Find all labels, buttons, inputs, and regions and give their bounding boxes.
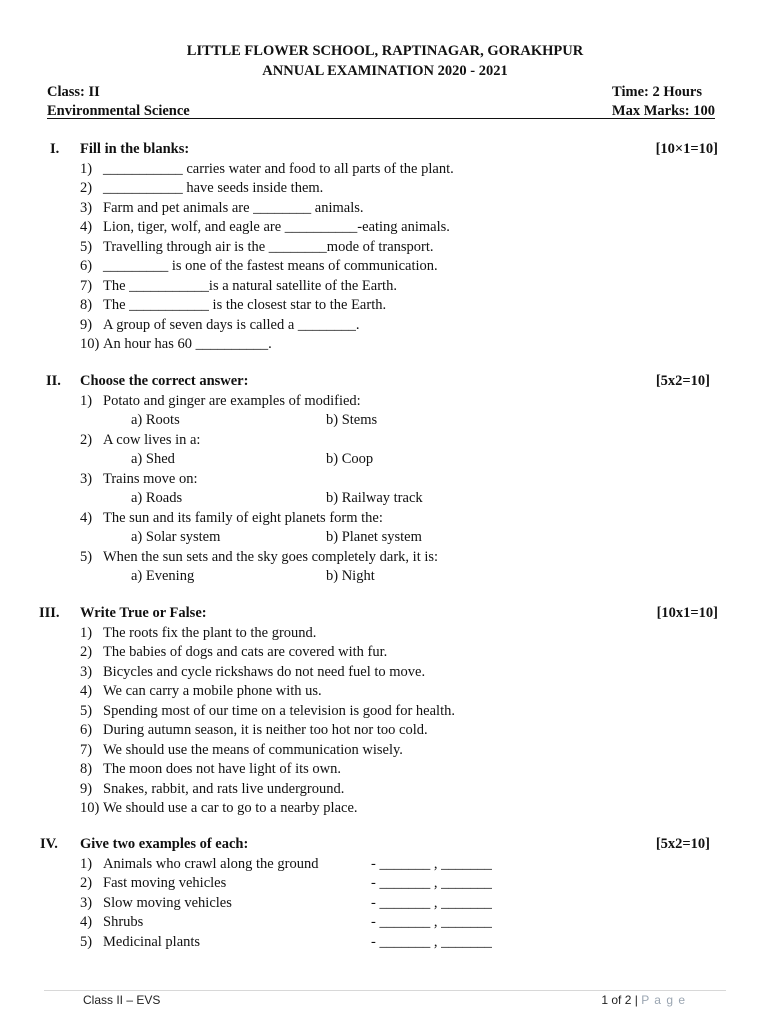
answer-blank: - _______ , _______ (371, 894, 492, 911)
option-b: b) Planet system (326, 529, 422, 545)
item-text: The ___________is a natural satellite of the Earth. (103, 277, 397, 294)
item-number: 3) (80, 470, 93, 487)
item-number: 4) (80, 509, 93, 526)
question-text: Potato and ginger are examples of modified: (103, 392, 361, 409)
class-label: Class: II (47, 84, 100, 100)
section-number: IV. (40, 836, 58, 852)
item-number: 6) (80, 258, 93, 274)
section-number: II. (46, 373, 61, 389)
question-text: Trains move on: (103, 470, 198, 487)
item-text: Snakes, rabbit, and rats live underground. (103, 780, 345, 797)
item-number: 4) (80, 914, 93, 930)
item-text: Fast moving vehicles (103, 875, 227, 891)
section-title: Write True or False: (80, 605, 207, 621)
page-number: 1 of 2 (601, 993, 632, 1007)
item-text: During autumn season, it is neither too hot nor too cold. (103, 722, 428, 738)
item-text: Animals who crawl along the ground (103, 855, 319, 872)
option-a: a) Roots (131, 412, 180, 428)
item-text: The moon does not have light of its own. (103, 761, 342, 777)
answer-blank: - _______ , _______ (371, 914, 492, 930)
section-marks: [5x2=10] (655, 836, 710, 852)
item-number: 4) (80, 683, 93, 699)
school-name: LITTLE FLOWER SCHOOL, RAPTINAGAR, GORAKHPUR (186, 43, 584, 59)
item-text: Bicycles and cycle rickshaws do not need fuel to move. (103, 663, 426, 680)
option-b: b) Stems (326, 412, 378, 428)
option-b: b) Coop (326, 451, 374, 467)
item-text: An hour has 60 __________. (103, 336, 272, 352)
item-text: Travelling through air is the ________mode of transport. (103, 238, 434, 255)
item-text: Lion, tiger, wolf, and eagle are __________-eating animals. (103, 219, 450, 235)
section-number: III. (39, 605, 60, 621)
footer-left: Class II – EVS (83, 993, 161, 1007)
item-number: 3) (80, 199, 93, 216)
question-text: The sun and its family of eight planets form the: (103, 509, 383, 526)
subject-label: Environmental Science (47, 103, 190, 119)
answer-blank: - _______ , _______ (371, 855, 492, 872)
answer-blank: - _______ , _______ (371, 933, 492, 950)
exam-title: ANNUAL EXAMINATION 2020 - 2021 (262, 63, 508, 79)
item-text: Farm and pet animals are ________ animals. (103, 199, 364, 216)
item-number: 5) (80, 238, 93, 255)
footer-divider (44, 990, 726, 991)
item-number: 7) (80, 741, 93, 758)
item-text: Shrubs (103, 914, 144, 930)
header-divider (47, 118, 715, 119)
time-label: Time: 2 Hours (612, 84, 702, 100)
item-number: 1) (80, 160, 93, 177)
item-text: The roots fix the plant to the ground. (103, 624, 317, 641)
item-number: 5) (80, 702, 93, 719)
option-a: a) Evening (131, 568, 195, 584)
section-marks: [5x2=10] (655, 373, 710, 389)
section-marks: [10x1=10] (656, 605, 718, 621)
item-number: 8) (80, 761, 93, 777)
item-text: We should use a car to go to a nearby place. (103, 800, 358, 816)
page-indicator (601, 993, 686, 1007)
question-text: A cow lives in a: (103, 431, 201, 448)
max-marks-label: Max Marks: 100 (611, 103, 715, 119)
item-number: 10) (80, 336, 100, 352)
item-text: _________ is one of the fastest means of communication. (103, 258, 438, 274)
section-title: Fill in the blanks: (80, 141, 190, 157)
item-number: 2) (80, 180, 93, 196)
item-number: 1) (80, 855, 93, 872)
item-text: The ___________ is the closest star to the Earth. (103, 297, 387, 313)
item-number: 3) (80, 894, 93, 911)
item-number: 3) (80, 663, 93, 680)
page-word: P a g e (641, 993, 686, 1007)
page-separator: | (634, 993, 638, 1007)
item-number: 6) (80, 722, 93, 738)
item-text: We can carry a mobile phone with us. (103, 683, 322, 699)
answer-blank: - _______ , _______ (371, 875, 492, 891)
item-text: Spending most of our time on a television is good for health. (103, 702, 455, 719)
option-a: a) Shed (131, 451, 175, 467)
option-b: b) Railway track (326, 490, 423, 506)
item-number: 1) (80, 392, 93, 409)
item-number: 10) (80, 800, 100, 816)
option-a: a) Roads (131, 490, 183, 506)
item-number: 2) (80, 875, 93, 891)
question-text: When the sun sets and the sky goes completely dark, it is: (103, 548, 439, 565)
item-text: ___________ carries water and food to all parts of the plant. (103, 160, 454, 177)
section-marks: [10×1=10] (655, 141, 718, 157)
item-number: 5) (80, 548, 93, 565)
item-number: 9) (80, 316, 93, 333)
item-text: We should use the means of communication wisely. (103, 741, 403, 758)
item-number: 8) (80, 297, 93, 313)
item-text: A group of seven days is called a ________. (103, 316, 360, 333)
item-text: ___________ have seeds inside them. (103, 180, 324, 196)
section-title: Give two examples of each: (80, 836, 249, 852)
item-number: 7) (80, 277, 93, 294)
item-number: 2) (80, 431, 93, 448)
item-number: 2) (80, 644, 93, 660)
option-b: b) Night (326, 568, 375, 584)
option-a: a) Solar system (131, 529, 221, 545)
item-number: 4) (80, 219, 93, 235)
item-number: 5) (80, 933, 93, 950)
section-number: I. (50, 141, 60, 157)
item-text: Medicinal plants (103, 933, 201, 950)
item-number: 1) (80, 624, 93, 641)
section-title: Choose the correct answer: (80, 373, 249, 389)
item-text: Slow moving vehicles (103, 894, 232, 911)
item-number: 9) (80, 780, 93, 797)
item-text: The babies of dogs and cats are covered with fur. (103, 644, 388, 660)
